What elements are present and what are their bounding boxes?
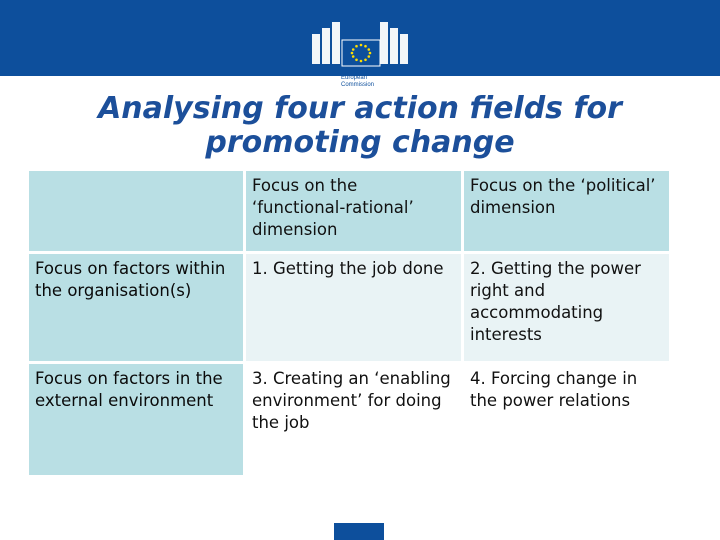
svg-text:Commission: Commission <box>341 82 375 88</box>
corner-cell <box>29 171 243 251</box>
footer-flag-bar <box>334 523 384 540</box>
row-header-external: Focus on factors in the external environment <box>29 364 243 475</box>
table-row <box>29 364 669 475</box>
col-header-political: Focus on the ‘political’ dimension <box>464 171 669 251</box>
table-cell: 1. Getting the job done <box>246 254 461 361</box>
col-header-functional: Focus on the ‘functional-rational’ dimension <box>246 171 461 251</box>
action-fields-table <box>26 168 672 478</box>
table-cell: 3. Creating an ‘enabling environment’ for doing the job <box>246 364 461 475</box>
table-cell: 4. Forcing change in the power relations <box>464 364 669 475</box>
table-cell: 2. Getting the power right and accommodating interests <box>464 254 669 361</box>
svg-text:European: European <box>341 75 368 81</box>
european-commission-logo <box>302 16 420 102</box>
table-header-row <box>29 171 669 251</box>
table-row <box>29 254 669 361</box>
slide-title: Analysing four action fields for promoting change <box>98 91 622 160</box>
row-header-internal: Focus on factors within the organisation(s) <box>29 254 243 361</box>
